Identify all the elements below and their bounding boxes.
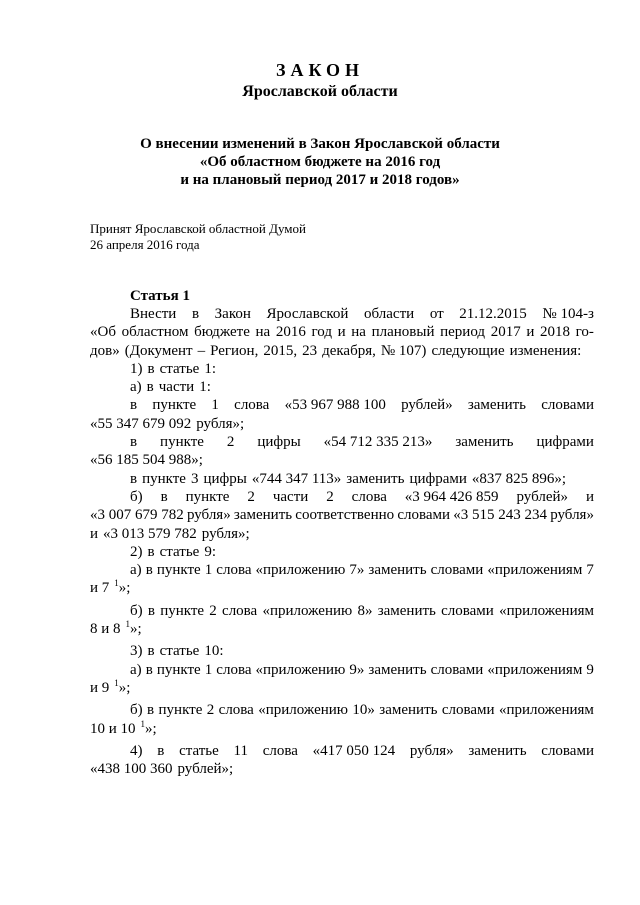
line-word: 11 xyxy=(233,742,248,759)
line-word: изменения: xyxy=(509,342,582,359)
line-word: в xyxy=(130,470,138,487)
line-word: в xyxy=(191,306,200,322)
line-word: 2015, xyxy=(263,342,298,359)
line-word: словами xyxy=(430,562,484,579)
line-word: 2 xyxy=(247,488,255,505)
line-word: областном xyxy=(121,324,189,341)
line-word: пункте xyxy=(156,661,201,678)
line-word: 2 xyxy=(326,488,334,505)
line-word: 7 xyxy=(586,562,594,579)
article-line xyxy=(90,506,594,524)
line-word: в xyxy=(146,379,154,396)
line-word: год xyxy=(311,324,332,341)
line-word: словами xyxy=(441,702,495,719)
line-word: 2016 xyxy=(275,324,306,341)
article-line xyxy=(90,561,594,579)
line-word: пункте xyxy=(160,434,204,451)
article-line xyxy=(90,525,594,543)
line-word: части xyxy=(272,488,309,505)
line-word: 2 xyxy=(226,434,235,451)
line-word: статье xyxy=(179,742,219,759)
superscript: 1 xyxy=(114,677,119,688)
superscript: 1 xyxy=(125,619,131,630)
line-word: «приложению xyxy=(255,661,346,678)
line-word: слова xyxy=(216,661,252,678)
article-line xyxy=(90,470,594,488)
line-word: 10: xyxy=(204,643,224,660)
line-word: заменить xyxy=(368,661,427,678)
line-word: словами xyxy=(541,397,594,414)
line-word: области xyxy=(364,306,415,322)
line-word: рубля»; xyxy=(201,525,250,542)
line-word: декабря, xyxy=(322,342,376,359)
line-word: № 104-з xyxy=(542,306,594,322)
line-word: слова xyxy=(351,488,387,505)
line-word: слова xyxy=(234,397,270,414)
line-text: и 9 xyxy=(90,679,110,696)
law-title: ЗАКОН xyxy=(275,60,365,80)
line-word: «3 964 426 859 xyxy=(404,488,499,505)
line-word: рублей» xyxy=(401,397,453,414)
article-line xyxy=(90,305,594,323)
line-word: «3 007 679 782 xyxy=(90,507,184,524)
adopted-by: Принят Ярославской областной Думой xyxy=(90,221,306,236)
line-word: б) xyxy=(130,488,143,505)
line-word: пункте xyxy=(158,702,203,719)
article-line xyxy=(90,488,594,506)
article-line xyxy=(90,378,594,396)
line-word: заменить xyxy=(377,602,436,619)
line-word: 1 xyxy=(211,397,219,414)
line-text: 10 и 10 xyxy=(90,720,136,737)
line-word: в xyxy=(147,360,155,377)
line-word: заменить xyxy=(346,470,405,487)
line-word: словами xyxy=(441,602,494,619)
line-word: Закон xyxy=(214,306,251,322)
line-word: следующие xyxy=(431,342,505,359)
line-word: на xyxy=(255,324,271,341)
region-title: Ярославской области xyxy=(242,83,398,100)
line-word: пункте xyxy=(160,602,205,619)
article-line xyxy=(90,579,594,597)
line-text: »; xyxy=(118,679,131,696)
article-line xyxy=(90,433,594,451)
line-word: и xyxy=(585,488,594,505)
line-word: «55 347 679 092 xyxy=(90,415,192,432)
line-word: 1) xyxy=(130,360,143,377)
line-word: а) xyxy=(130,562,142,579)
line-word: цифрами xyxy=(536,434,594,451)
line-word: слова xyxy=(216,562,252,579)
line-word: го- xyxy=(575,324,594,341)
line-word: в xyxy=(130,434,138,451)
line-word: а) xyxy=(130,379,142,396)
article-line xyxy=(90,602,594,620)
line-word: 23 xyxy=(302,342,318,359)
line-word: «744 347 113» xyxy=(251,470,342,487)
line-word: слова xyxy=(262,742,298,759)
line-word xyxy=(90,679,135,697)
line-word: плановый xyxy=(371,324,435,341)
article-body xyxy=(90,305,594,778)
line-word: статье xyxy=(159,643,200,660)
line-word: «3 013 579 782 xyxy=(103,525,197,542)
article-line xyxy=(90,760,594,778)
article-line xyxy=(90,342,594,360)
line-word: в xyxy=(147,702,155,719)
line-word: статье xyxy=(159,360,200,377)
line-word: в xyxy=(145,661,153,678)
line-word: 2) xyxy=(130,543,143,560)
line-word: рублей» xyxy=(516,488,569,505)
article-line xyxy=(90,451,594,469)
article-line xyxy=(90,543,594,561)
article-line xyxy=(90,620,594,638)
line-word: «приложению xyxy=(262,602,353,619)
article-line xyxy=(90,742,594,760)
article-line xyxy=(90,701,594,719)
line-word: (Документ xyxy=(124,342,193,359)
line-word: пункте xyxy=(185,488,230,505)
line-word: 9: xyxy=(204,543,216,560)
line-word: рубля» xyxy=(550,507,594,524)
line-word: а) xyxy=(130,661,142,678)
line-word: «приложениям xyxy=(498,702,594,719)
line-text: »; xyxy=(130,621,142,638)
line-word: части xyxy=(158,379,195,396)
line-word: в xyxy=(147,602,155,619)
line-word: 2018 xyxy=(540,324,570,341)
line-word: 21.12.2015 xyxy=(459,306,527,322)
line-word: период xyxy=(440,324,486,341)
line-word: «приложениям xyxy=(499,602,594,619)
line-word: заменить xyxy=(468,742,527,759)
line-word: цифры xyxy=(203,470,247,487)
line-word: «приложению xyxy=(255,562,346,579)
line-word: в xyxy=(160,488,168,505)
subtitle-line: и на плановый период 2017 и 2018 годов» xyxy=(180,172,460,188)
line-word: статье xyxy=(159,543,200,560)
line-word: 1: xyxy=(199,379,211,396)
line-word: «56 185 504 988»; xyxy=(90,452,203,469)
line-word: «Об xyxy=(90,324,116,341)
line-word: 8» xyxy=(357,602,373,619)
line-text: »; xyxy=(118,580,131,597)
line-word: Ярославской xyxy=(266,306,349,322)
line-word: цифры xyxy=(257,434,301,451)
line-word: 2 xyxy=(209,602,217,619)
article-line xyxy=(90,415,594,433)
line-word: словами xyxy=(541,742,594,759)
line-word: заменить xyxy=(467,397,527,414)
line-word: бюджете xyxy=(194,324,250,341)
line-word: – xyxy=(197,342,206,359)
line-word: соответственно xyxy=(295,507,395,524)
line-word: Регион, xyxy=(210,342,259,359)
line-word: 7» xyxy=(349,562,365,579)
line-word: словами xyxy=(397,507,451,524)
line-word: и xyxy=(90,525,99,542)
line-word: 2 xyxy=(206,702,215,719)
subtitle-line: О внесении изменений в Закон Ярославской области xyxy=(140,136,500,152)
line-word: в xyxy=(147,543,155,560)
line-word: и xyxy=(337,324,346,341)
line-word: рубля»; xyxy=(196,415,245,432)
line-word xyxy=(90,720,162,738)
line-text: 8 и 8 xyxy=(90,621,121,638)
adoption-date: 26 апреля 2016 года xyxy=(90,237,200,252)
line-word: в xyxy=(130,397,138,414)
adoption-info xyxy=(90,221,306,253)
line-word: 1 xyxy=(204,661,213,678)
law-subtitle xyxy=(0,135,640,189)
line-word: 2017 xyxy=(490,324,521,341)
article-line xyxy=(90,642,594,660)
article-line xyxy=(90,661,594,679)
line-word: рубля» xyxy=(186,507,231,524)
line-word: 3) xyxy=(130,643,143,660)
line-word: рублей»; xyxy=(177,761,234,778)
line-text: и 7 xyxy=(90,580,110,597)
article-line xyxy=(90,360,594,378)
line-word: дов» xyxy=(90,342,120,359)
line-word: слова xyxy=(222,602,258,619)
line-word: от xyxy=(429,306,444,322)
line-word: «приложениям xyxy=(487,562,583,579)
line-word: в xyxy=(157,742,165,759)
line-word: в xyxy=(145,562,153,579)
line-word: № 107) xyxy=(380,342,427,359)
line-word: пункте xyxy=(142,470,186,487)
line-word: заменить xyxy=(368,562,427,579)
line-word: заменить xyxy=(455,434,514,451)
line-word: пункте xyxy=(156,562,201,579)
line-word: 3 xyxy=(190,470,199,487)
line-word: и xyxy=(526,324,535,341)
line-word: «53 967 988 100 xyxy=(284,397,386,414)
line-word: «54 712 335 213» xyxy=(323,434,433,451)
line-word: «438 100 360 xyxy=(90,761,173,778)
article-line xyxy=(90,679,594,697)
line-word: на xyxy=(351,324,366,341)
line-word: в xyxy=(147,643,155,660)
line-word: заменить xyxy=(233,507,293,524)
line-word: Внести xyxy=(130,306,177,322)
superscript: 1 xyxy=(140,718,146,729)
line-word: словами xyxy=(430,661,484,678)
line-word xyxy=(90,579,135,597)
line-word: «3 515 243 234 xyxy=(453,507,547,524)
line-word: 9 xyxy=(586,661,594,678)
line-word: заменить xyxy=(379,702,438,719)
line-word: 10» xyxy=(352,702,375,719)
line-word: «837 825 896»; xyxy=(471,470,567,487)
line-word: 1: xyxy=(204,360,216,377)
line-word: «приложению xyxy=(258,702,348,719)
line-word: «приложениям xyxy=(487,661,583,678)
superscript: 1 xyxy=(114,578,119,589)
article-line xyxy=(90,720,594,738)
line-word: 1 xyxy=(204,562,213,579)
line-word: рубля» xyxy=(409,742,454,759)
line-word: слова xyxy=(218,702,254,719)
line-text: »; xyxy=(145,720,157,737)
line-word: цифрами xyxy=(409,470,467,487)
line-word: «417 050 124 xyxy=(312,742,396,759)
subtitle-line: «Об областном бюджете на 2016 год xyxy=(199,154,441,170)
line-word xyxy=(90,620,147,638)
article-line xyxy=(90,323,594,341)
article-line xyxy=(90,396,594,414)
line-word: б) xyxy=(130,602,143,619)
line-word: 9» xyxy=(349,661,365,678)
line-word: 4) xyxy=(130,742,143,759)
line-word: пункте xyxy=(152,397,197,414)
line-word: б) xyxy=(130,702,143,719)
article-heading: Статья 1 xyxy=(130,288,190,304)
